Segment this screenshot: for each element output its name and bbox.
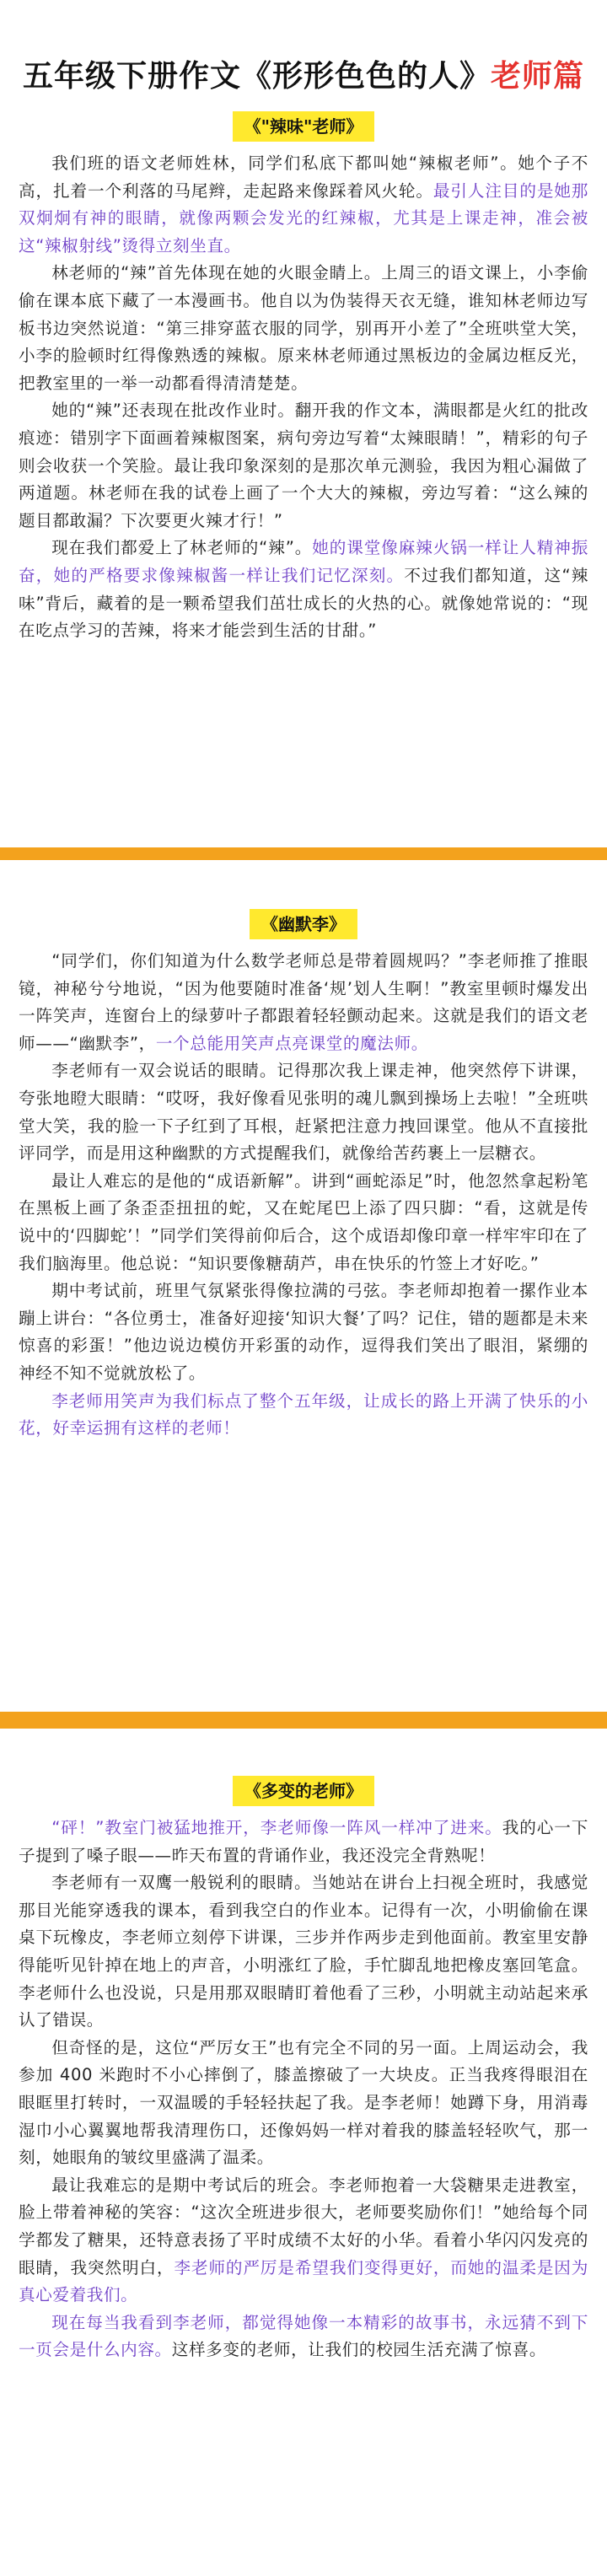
body-text: 最让人难忘的是他的“成语新解”。讲到“画蛇添足”时，他忽然拿起粉笔在黑板上画了条歪歪扭扭的蛇，又在蛇尾巴上添了四只脚：“看，这就是传说中的‘四脚蛇’！”同学们笑得前仰后合，这个成语却像印章一样牢牢印在了我们脑海里。他总说：“知识要像糖葫芦，串在快乐的竹签上才好吃。” [19,1170,588,1273]
body-text: 我的心一下子提到了嗓子眼——昨天布置的背诵作业，我还没完全背熟呢！ [19,1818,588,1865]
paragraph [19,150,588,260]
body-text: 这样多变的老师，让我们的校园生活充满了惊喜。 [171,2340,547,2360]
paragraph [19,948,588,1057]
paragraph [19,2310,588,2364]
highlighted-text: 她的课堂像麻辣火锅一样让人精神振奋，她的严格要求像辣椒酱一样让我们记忆深刻。 [19,538,588,585]
highlighted-text: 最引人注目的是她那双炯炯有神的眼睛，就像两颗会发光的红辣椒， [19,180,589,229]
essay-body [19,948,588,1443]
paragraph [19,1388,588,1443]
highlighted-text: “砰！”教室门被猛地推开，李老师像一阵风一样冲了进来。 [51,1818,502,1837]
essay-title-badge: 《幽默李》 [250,909,357,939]
body-text: 林老师的“辣”首先体现在她的火眼金睛上。上周三的语文课上，小李偷偷在课本底下藏了一本漫画书。他自以为伪装得天衣无缝，谁知林老师边写板书边突然说道：“第三排穿蓝衣服的同学，别再开小差了”全班哄堂大笑，小李的脸顿时红得像熟透的辣椒。原来林老师通过黑板边的金属边框反光，把教室里的一举一动都看得清清楚楚。 [19,263,588,393]
essay-card-1 [0,0,607,847]
paragraph [19,397,588,535]
paragraph [19,1057,588,1167]
title-main: 五年级下册作文《形形色色的人》 [22,59,491,94]
body-text: “同学们，你们知道为什么数学老师总是带着圆规吗？”李老师推了推眼镜，神秘兮兮地说，“因为他要随时准备‘规’划人生啊！”教室里顿时爆发出一阵笑声，连窗台上的绿萝叶子都跟着轻轻颤动起来。这就是我们的语文老师——“幽默李”， [19,951,588,1053]
body-text: 李老师有一双会说话的眼睛。记得那次我上课走神，他突然停下讲课，夸张地瞪大眼睛：“哎呀，我好像看见张明的魂儿飘到操场上去啦！”全班哄堂大笑，我的脸一下子红到了耳根，赶紧把注意力拽回课堂。他从不直接批评同学，而是用这种幽默的方式提醒我们，就像给苦药裹上一层糖衣。 [19,1061,588,1164]
highlighted-text: 李老师用笑声为我们标点了整个五年级，让成长的路上开满了快乐的小花，好幸运拥有这样的老师！ [19,1390,588,1439]
paragraph [19,1869,588,2035]
highlighted-text: 现在每当我看到李老师，都觉得她像一本精彩的故事书，永远猜不到下一页会是什么内容。 [19,2312,588,2360]
paragraph [19,2035,588,2172]
essay-body [19,150,588,645]
paragraph [19,1277,588,1387]
highlighted-text: 李老师的严厉是希望我们变得更好，而她的温柔是因为真心爱着我们。 [19,2257,588,2305]
highlighted-text: 一个总能用笑声点亮课堂的魔法师。 [155,1033,428,1053]
paragraph [19,1815,588,1869]
paragraph [19,1168,588,1277]
essay-title-badge: 《多变的老师》 [233,1776,374,1806]
body-text: 但奇怪的是，这位“严厉女王”也有完全不同的另一面。上周运动会，我参加 400 米跑时不小心摔倒了，膝盖擦破了一大块皮。正当我疼得眼泪在眼眶里打转时，一双温暖的手轻轻扶起了我。是李老师！她蹲下身，用消毒湿巾小心翼翼地帮我清理伤口，还像妈妈一样对着我的膝盖轻轻吹气，那一刻，她眼角的皱纹里盛满了温柔。 [19,2037,588,2168]
body-text: 我们班的语文老师姓林，同学们私底下都叫她“辣椒老师”。她个子不高，扎着一个利落的马尾辫，走起路来像踩着风火轮。 [19,153,588,201]
essay-card-2 [0,860,607,1712]
paragraph [19,2172,588,2310]
body-text: 期中考试前，班里气氛紧张得像拉满的弓弦。李老师却抱着一摞作业本蹦上讲台：“各位勇士，准备好迎接‘知识大餐’了吗？记住，错的题都是未来惊喜的彩蛋！”他边说边模仿开彩蛋的动作，逗得我们笑出了眼泪，紧绷的神经不知不觉就放松了。 [19,1281,588,1383]
body-text: 李老师有一双鹰一般锐利的眼睛。当她站在讲台上扫视全班时，我感觉那目光能穿透我的课本，看到我空白的作业本。记得有一次，小明偷偷在课桌下玩橡皮，李老师立刻停下讲课，三步并作两步走到他面前。教室里安静得能听见针掉在地上的声音，小明涨红了脸，手忙脚乱地把橡皮塞回笔盒。李老师什么也没说，只是用那双眼睛盯着他看了三秒，小明就主动站起来承认了错误。 [19,1873,588,2030]
body-text: 不过我们都知道，这“辣味”背后，藏着的是一颗希望我们茁壮成长的火热的心。就像她常说的：“现在吃点学习的苦辣，将来才能尝到生活的甘甜。” [19,565,588,641]
essay-card-3 [0,1729,607,2576]
paragraph [19,260,588,397]
page-title [19,0,588,96]
essay-title-badge: 《"辣味"老师》 [233,111,375,142]
paragraph [19,535,588,644]
essay-body [19,1815,588,2364]
highlighted-text: 尤其是上课走神，准会被这“辣椒射线”烫得立刻坐直。 [19,208,588,255]
body-text: 她的“辣”还表现在批改作业时。翻开我的作文本，满眼都是火红的批改痕迹：错别字下面画着辣椒图案，病句旁边写着“太辣眼睛！”，精彩的句子则会收获一个笑脸。最让我印象深刻的是那次单元测验，我因为粗心漏做了两道题。林老师在我的试卷上画了一个大大的辣椒，旁边写着：“这么辣的题目都敢漏？下次要更火辣才行！” [19,401,588,530]
title-accent: 老师篇 [491,59,585,94]
body-text: 现在我们都爱上了林老师的“辣”。 [51,538,313,558]
body-text: 最让我难忘的是期中考试后的班会。李老师抱着一大袋糖果走进教室，脸上带着神秘的笑容：“这次全班进步很大，老师要奖励你们！”她给每个同学都发了糖果，还特意表扬了平时成绩不太好的小华。看着小华闪闪发亮的眼睛，我突然明白， [19,2175,588,2278]
